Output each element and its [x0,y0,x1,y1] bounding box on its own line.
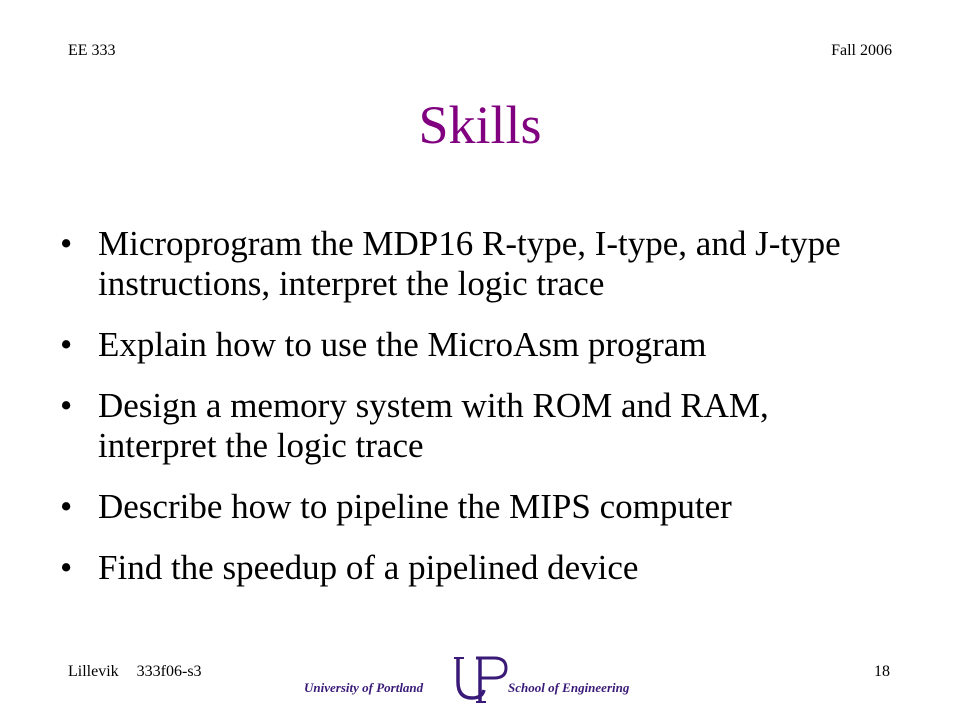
bullet-text: Microprogram the MDP16 R-type, I-type, and J-type instructions, interpret the logic trace [98,224,841,303]
bullet-item [60,325,880,365]
bullet-item [60,386,880,466]
slide-title: Skills [418,95,542,155]
bullet-marker: • [60,386,73,425]
bullet-marker: • [60,224,73,263]
author-label: Lillevik [68,663,119,680]
school-name: School of Engineering [508,680,630,695]
bullet-text: Explain how to use the MicroAsm program [98,325,707,364]
bullet-marker: • [60,487,73,526]
bullet-text: Design a memory system with ROM and RAM, interpret the logic trace [98,386,769,465]
course-label: EE 333 [68,42,116,59]
bullet-list [60,224,880,609]
bullet-marker: • [60,548,73,587]
bullet-text: Describe how to pipeline the MIPS computer [98,487,732,526]
bullet-text: Find the speedup of a pipelined device [98,548,639,587]
page-number: 18 [874,663,890,680]
bullet-item [60,548,880,588]
up-monogram-logo [450,654,510,704]
bullet-item [60,224,880,304]
bullet-marker: • [60,325,73,364]
footer-info [68,663,202,681]
file-code: 333f06-s3 [136,663,202,680]
university-name: University of Portland [304,680,424,695]
term-label: Fall 2006 [831,42,892,59]
bullet-item [60,487,880,527]
university-logo [300,654,660,704]
